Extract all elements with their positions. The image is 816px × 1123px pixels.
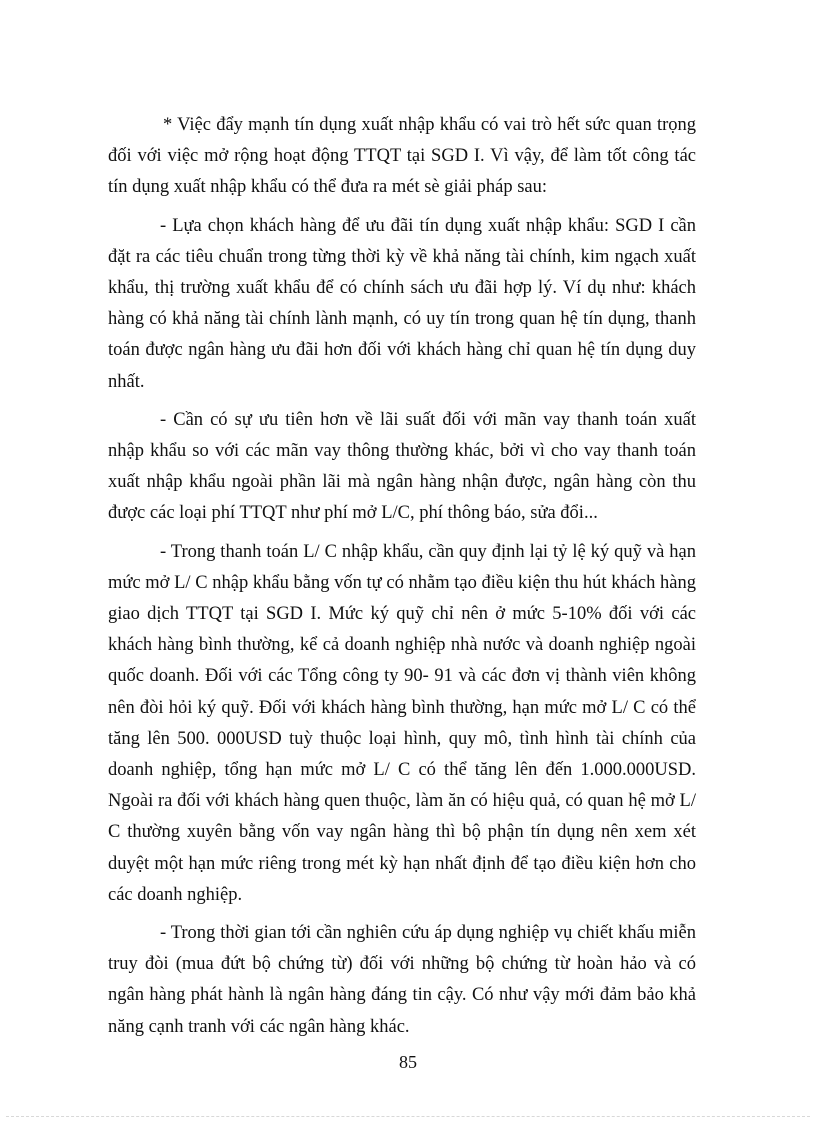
paragraph-discounting: - Trong thời gian tới cần nghiên cứu áp dụng nghiệp vụ chiết khấu miễn truy đòi (mua đứt bộ chứng từ) đối với những bộ chứng từ hoàn hảo và có ngân hàng phát hành là ngân hàng đáng tin cậy. Có như vậy mới đảm bảo khả năng cạnh tranh với các ngân hàng khác. xyxy=(108,923,696,1037)
paragraph-customer-selection: - Lựa chọn khách hàng để ưu đãi tín dụng xuất nhập khẩu: SGD I cần đặt ra các tiêu chuẩn trong từng thời kỳ về khả năng tài chính, kim ngạch xuất khẩu, thị trường xuất khẩu để có chính sách ưu đãi hợp lý. Ví dụ như: khách hàng có khả năng tài chính lành mạnh, có uy tín trong quan hệ tín dụng, thanh toán được ngân hàng ưu đãi hơn đối với khách hàng chỉ quan hệ tín dụng duy nhất. xyxy=(108,215,696,392)
body-text xyxy=(108,110,696,1050)
paragraph-lc-deposit: - Trong thanh toán L/ C nhập khẩu, cần quy định lại tỷ lệ ký quỹ và hạn mức mở L/ C nhập khẩu bằng vốn tự có nhằm tạo điều kiện thu hút khách hàng giao dịch TTQT tại SGD I. Mức ký quỹ chỉ nên ở mức 5-10% đối với các khách hàng bình thường, kể cả doanh nghiệp nhà nước và doanh nghiệp ngoài quốc doanh. Đối với các Tổng công ty 90- 91 và các đơn vị thành viên không nên đòi hỏi ký quỹ. Đối với khách hàng bình thường, hạn mức mở L/ C có thể tăng lên 500. 000USD tuỳ thuộc loại hình, quy mô, tình hình tài chính của doanh nghiệp, tổng hạn mức mở L/ C có thể tăng lên đến 1.000.000USD. Ngoài ra đối với khách hàng quen thuộc, làm ăn có hiệu quả, có quan hệ mở L/ C thường xuyên bằng vốn vay ngân hàng thì bộ phận tín dụng nên xem xét duyệt một hạn mức riêng trong mét kỳ hạn nhất định để tạo điều kiện hơn cho các doanh nghiệp. xyxy=(108,541,696,905)
paragraph-interest-priority: - Cần có sự ưu tiên hơn về lãi suất đối với mãn vay thanh toán xuất nhập khẩu so với các mãn vay thông thường khác, bởi vì cho vay thanh toán xuất nhập khẩu ngoài phần lãi mà ngân hàng nhận được, ngân hàng còn thu được các loại phí TTQT như phí mở L/C, phí thông báo, sửa đổi... xyxy=(108,409,696,524)
page-number: 85 xyxy=(399,1052,417,1072)
paragraph-intro: * Việc đẩy mạnh tín dụng xuất nhập khẩu có vai trò hết sức quan trọng đối với việc mở rộng hoạt động TTQT tại SGD I. Vì vậy, để làm tốt công tác tín dụng xuất nhập khẩu có thể đưa ra mét sè giải pháp sau: xyxy=(108,115,696,198)
page-bottom-divider xyxy=(6,1116,810,1117)
